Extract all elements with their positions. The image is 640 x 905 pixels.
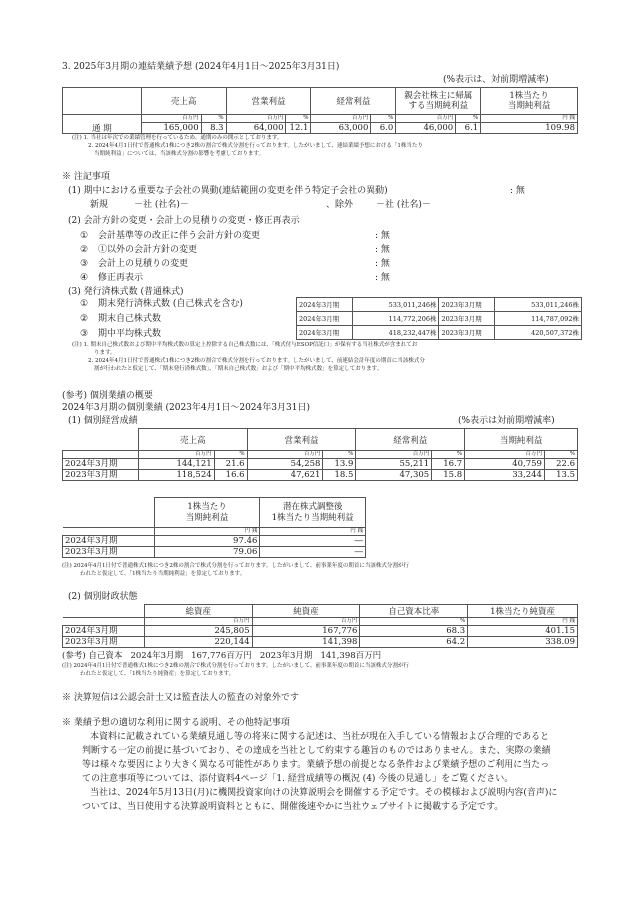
reference-sub1: (1) 個別経営成績	[68, 416, 138, 426]
notice-item2: (2) 会計方針の変更・会計上の見積りの変更・修正再表示	[68, 216, 300, 226]
value-cell: 6.0	[371, 123, 396, 134]
notice-heading: ※ 注記事項	[62, 172, 110, 182]
remarks-line: ての注意事項等については、添付資料4ページ「1. 経営成績等の概況 (4) 今後の見通し」をご覧ください。	[82, 774, 514, 784]
shares-label: 期末発行済株式数 (自己株式を含む)	[98, 299, 243, 309]
table-row: 2024年3月期 245,805 167,776 68.3 401.15	[63, 626, 578, 637]
notice-item1: (1) 期中における重要な子会社の異動(連結範囲の変更を伴う特定子会社の異動)	[68, 186, 388, 196]
table-row: 2023年3月期 118,524 16.6 47,621 18.5 47,305 15.8 33,244 13.5	[63, 470, 578, 481]
reference-unit-note: (%表示は対前期増減率)	[458, 416, 555, 426]
new-value: －社 (社名)－	[134, 200, 189, 210]
value-cell: 64,000	[226, 123, 286, 134]
shares-label: 期中平均株式数	[98, 329, 162, 339]
new-label: 新規	[90, 200, 109, 210]
policy-change-text: 会計基準等の改正に伴う会計方針の変更	[98, 231, 261, 241]
fin-note: われたと仮定して、「1株当たり純資産」を算定しております。	[80, 671, 235, 677]
forecast-note: (注) 1. 当社は年次での業績管理を行っているため、通期のみの開示としております。	[72, 135, 283, 141]
reference-heading: (参考) 個別業績の概要	[62, 391, 153, 401]
policy-change-text: ①以外の会計方針の変更	[98, 245, 198, 255]
equity-line: (参考) 自己資本 2024年3月期 167,776百万円 2023年3月期 141,398百万円	[62, 651, 382, 661]
nonconsol-results-table: 売上高 営業利益 経常利益 当期純利益 百万円 % 百万円 % 百万円 % 百万円 % 2024年3月期 144,121 21.6 54,258 13.9 55,211 16.7 40,759 22.6 2023年3月期 118,524 16.6 47,621 18.5 47,305 15.8 33,244 13.5	[62, 428, 578, 481]
audit-note: ※ 決算短信は公認会計士又は監査法人の監査の対象外です	[62, 693, 299, 703]
table-row: 2023年3月期 79.06 ―	[63, 547, 366, 558]
row-label: 通 期	[63, 115, 142, 134]
shares-table: 2024年3月期 533,011,246株 2023年3月期 533,011,246株 2024年3月期 114,772,206株 2023年3月期 114,787,092株 2024年3月期 418,232,447株 2023年3月期 420,507,372株	[296, 297, 582, 340]
col-eps: 1株当たり 当期純利益	[481, 88, 578, 115]
table-row: 2024年3月期 144,121 21.6 54,258 13.9 55,211 16.7 40,759 22.6	[63, 459, 578, 470]
shares-note: 2. 2024年4月1日付で普通株式1株につき2株の割合で株式分割を行っております。したがいまして、前連結会計年度の期首に当該株式分	[88, 358, 425, 364]
forecast-heading: 3. 2025年3月期の連結業績予想 (2024年4月1日～2025年3月31日)	[62, 62, 340, 72]
reference-sub2: (2) 個別財政状態	[68, 592, 138, 602]
forecast-note: 当期純利益」については、当該株式分割の影響を考慮しております。	[94, 151, 264, 157]
eps-note: われたと仮定して、「1株当たり当期純利益」を算定しております。	[80, 571, 246, 577]
shares-label: 期末自己株式数	[98, 314, 162, 324]
policy-change-text: 修正再表示	[98, 273, 144, 283]
forecast-unit-note: (%表示は、対前期増減率)	[443, 75, 549, 85]
value-cell: 12.1	[286, 123, 311, 134]
value-cell: 109.98	[481, 123, 578, 134]
remarks-line: 当社は、2024年5月13日(月)に機関投資家向けの決算説明会を開催する予定です。その模様および説明内容(音声)に	[90, 788, 558, 798]
excl-label: 、除外	[326, 200, 354, 210]
col-op-income: 営業利益	[226, 88, 311, 115]
col-ord-income: 経常利益	[311, 88, 396, 115]
remarks-line: 本資料に記載されている業績見通し等の将来に関する記述は、当社が現在入手している情報および合理的であると	[90, 732, 550, 742]
value-cell: 165,000	[141, 123, 201, 134]
remarks-line: 判断する一定の前提に基づいており、その達成を当社として約束する趣旨のものではありません。また、実際の業績	[82, 746, 551, 756]
value-cell: 63,000	[311, 123, 371, 134]
reference-period: 2024年3月期の個別業績 (2023年4月1日～2024年3月31日)	[62, 403, 310, 413]
col-net-income: 親会社株主に帰属 する当期純利益	[396, 88, 481, 115]
forecast-note: 2. 2024年4月1日付で普通株式1株につき2株の割合で株式分割を行っております。したがいまして、連結業績予想における「1株当たり	[88, 143, 423, 149]
nonconsol-fin-table: 総資産 純資産 自己資本比率 1株当たり純資産 百万円 百万円 % 円 銭 2024年3月期 245,805 167,776 68.3 401.15 2023年3月期 220,144 141,398 64.2 338.09	[62, 604, 578, 648]
remarks-line: ついては、当日使用する決算説明資料とともに、開催後速やかに当社ウェブサイトに掲載する予定です。	[82, 802, 504, 812]
forecast-table: 売上高 営業利益 経常利益 親会社株主に帰属 する当期純利益 1株当たり 当期純利益 通 期 百万円 % 百万円 % 百万円 % 百万円 % 円 銭 165,000 8.3 64,000 12.1 63,000 6.0 46,000 6.1 109.98	[62, 87, 578, 134]
policy-change-text: 会計上の見積りの変更	[98, 259, 189, 269]
nonconsol-eps-table: 1株当たり 当期純利益 潜在株式調整後 1株当たり当期純利益 円 銭 円 銭 2024年3月期 97.46 ― 2023年3月期 79.06 ―	[62, 497, 366, 558]
shares-note: 割が行われたと仮定して、「期末発行済株式数」、「期末自己株式数」および「期中平均株式数」を算定しております。	[94, 366, 383, 372]
notice-item1-value: : 無	[510, 186, 525, 196]
shares-note: ります。	[94, 350, 116, 356]
remarks-line: 等は様々な要因により大きく異なる可能性があります。業績予想の前提となる条件および業績予想のご利用に当たっ	[82, 760, 550, 770]
table-row: 2024年3月期 97.46 ―	[63, 536, 366, 547]
col-sales: 売上高	[141, 88, 226, 115]
value-cell: 8.3	[201, 123, 226, 134]
value-cell: 6.1	[456, 123, 481, 134]
table-row: 2023年3月期 220,144 141,398 64.2 338.09	[63, 637, 578, 648]
remarks-heading: ※ 業績予想の適切な利用に関する説明、その他特記事項	[62, 718, 290, 728]
shares-note: (注) 1. 期末自己株式数および期中平均株式数の算定上控除する自己株式数には、「株式付与ESOP信託口」が保有する当社株式が含まれてお	[72, 342, 418, 348]
eps-note: (注) 2024年4月1日付で普通株式1株につき2株の割合で株式分割を行っております。したがいまして、前事業年度の期首に当該株式分割が行	[62, 563, 409, 569]
excl-value: －社 (社名)－	[376, 200, 431, 210]
notice-item3: (3) 発行済株式数 (普通株式)	[68, 287, 184, 297]
fin-note: (注) 2024年4月1日付で普通株式1株につき2株の割合で株式分割を行っております。したがいまして、前事業年度の期首に当該株式分割が行	[62, 663, 409, 669]
value-cell: 46,000	[396, 123, 456, 134]
